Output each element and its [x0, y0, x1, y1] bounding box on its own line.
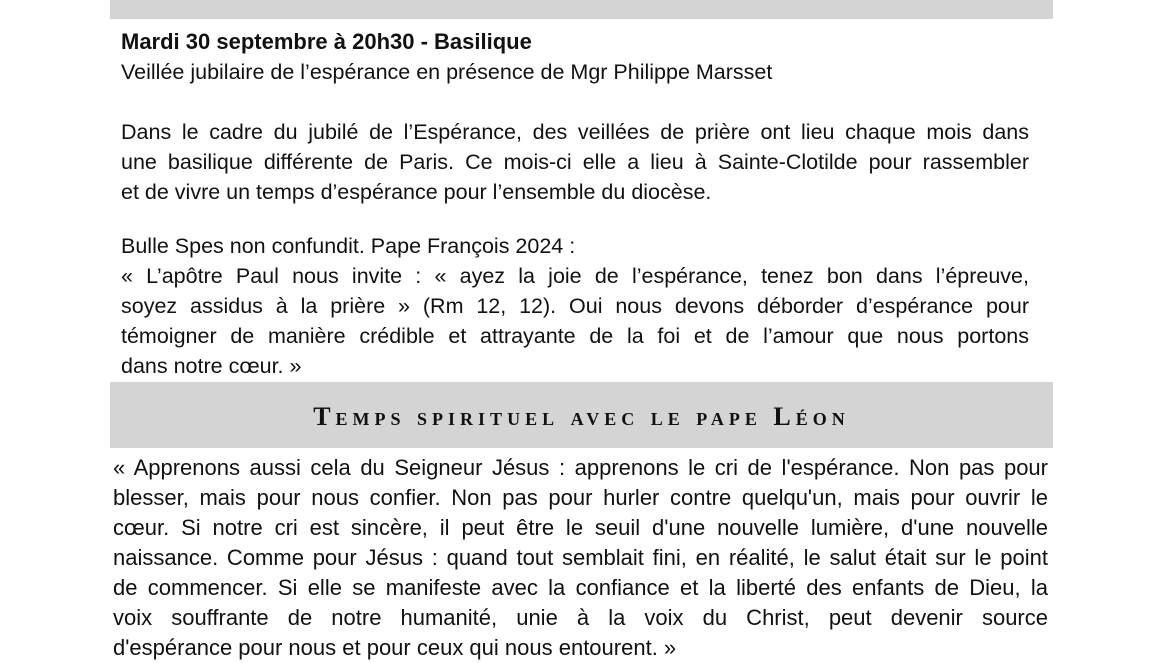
quote-line: voix souffrante de notre humanité, unie à la voix du Christ, peut devenir source — [113, 605, 1048, 630]
quote-line: cœur. Si notre cri est sincère, il peut être le seuil d'une nouvelle lumière, d'une nouvelle — [113, 515, 1048, 540]
pope-quote — [113, 453, 1048, 663]
quote-line: de commencer. Si elle se manifeste avec la confiance et la liberté des enfants de Dieu, la — [113, 575, 1048, 600]
event-subtitle-block — [121, 57, 1029, 87]
bulle-source: Bulle Spes non confundit. Pape François 2024 : — [121, 234, 576, 258]
bulle-line: soyez assidus à la prière » (Rm 12, 12). Oui nous devons déborder d’espérance pour — [121, 294, 1029, 318]
quote-line: blesser, mais pour nous confier. Non pas pour hurler contre quelqu'un, mais pour ouvrir le — [113, 485, 1048, 510]
quote-line: naissance. Comme pour Jésus : quand tout semblait fini, en réalité, le salut était sur le point — [113, 545, 1048, 570]
bulle-line: « L’apôtre Paul nous invite : « ayez la joie de l’espérance, tenez bon dans l’épreuve, — [121, 264, 1029, 288]
quote-line: « Apprenons aussi cela du Seigneur Jésus : apprenons le cri de l'espérance. Non pas pour — [113, 455, 1048, 480]
header-band — [110, 0, 1053, 19]
event-subtitle: Veillée jubilaire de l’espérance en présence de Mgr Philippe Marsset — [121, 60, 773, 84]
section-heading: Temps spirituel avec le pape Léon — [313, 402, 850, 431]
event-title: Mardi 30 septembre à 20h30 - Basilique — [121, 29, 532, 54]
description-line: et de vivre un temps d’espérance pour l’ensemble du diocèse. — [121, 180, 712, 204]
bulle-line: témoigner de manière crédible et attrayante de la foi et de l’amour que nous portons — [121, 324, 1029, 348]
description-paragraph — [121, 117, 1029, 207]
description-line: une basilique différente de Paris. Ce mois-ci elle a lieu à Sainte-Clotilde pour rassembler — [121, 150, 1029, 174]
description-line: Dans le cadre du jubilé de l’Espérance, des veillées de prière ont lieu chaque mois dans — [121, 120, 1029, 144]
bulle-line: dans notre cœur. » — [121, 354, 302, 378]
quote-line: d'espérance pour nous et pour ceux qui nous entourent. » — [113, 635, 677, 660]
bulle-paragraph — [121, 231, 1029, 381]
